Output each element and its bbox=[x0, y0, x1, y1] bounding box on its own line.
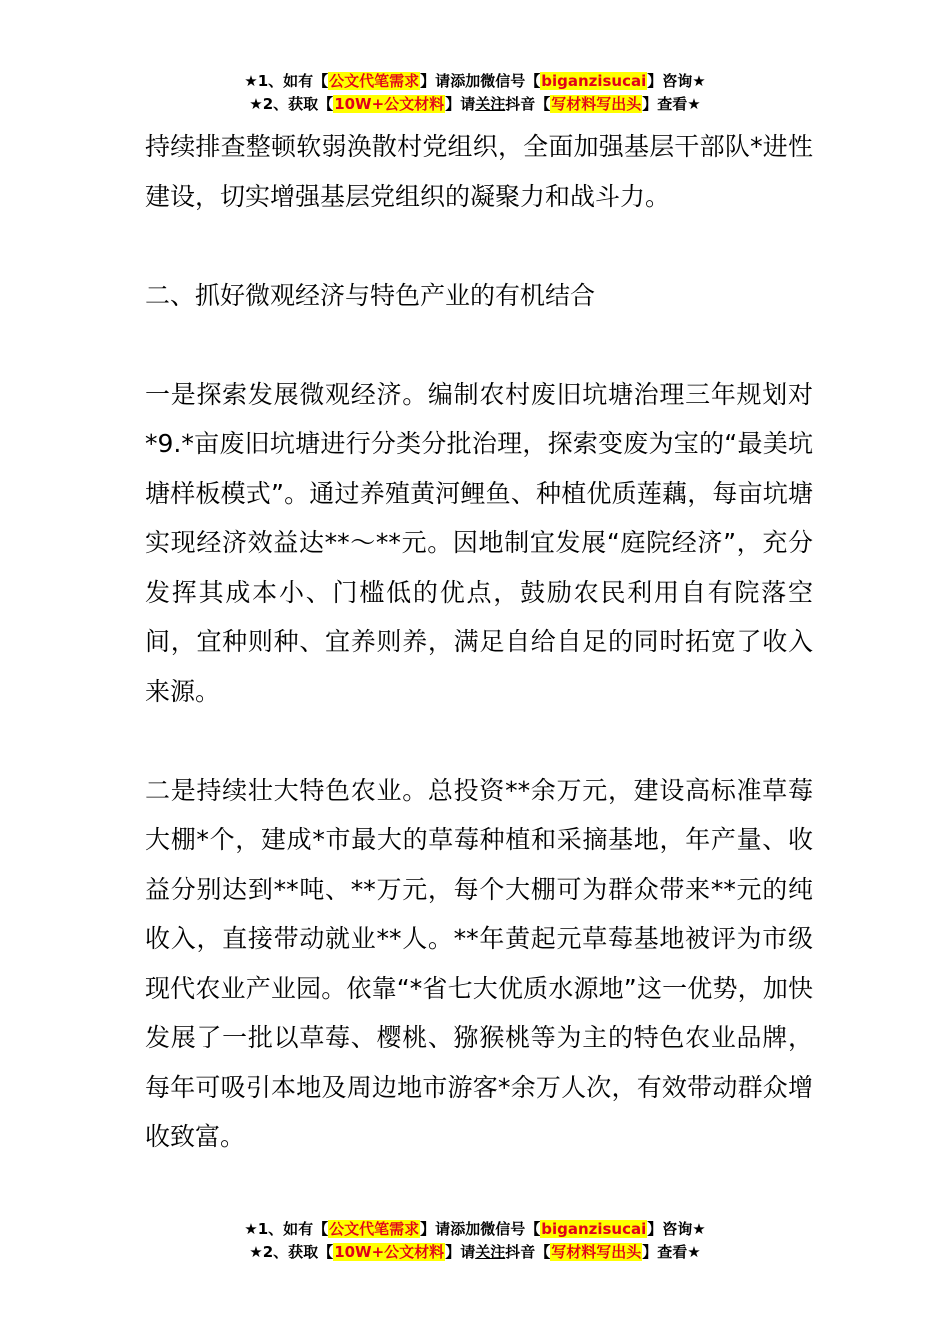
banner-text: 微信号【 bbox=[480, 1220, 541, 1238]
banner-highlight: 写材料写出头 bbox=[551, 95, 642, 113]
paragraph: 二是持续壮大特色农业。总投资**余万元，建设高标准草莓大棚*个，建成*市最大的草莓种植和采摘基地，年产量、收益分别达到**吨、**万元，每个大棚可为群众带来**元的纯收入，直接带动就业**人。**年黄起元草莓基地被评为市级现代农业产业园。依靠“*省七大优质水源地”这一优势，加快发展了一批以草莓、樱桃、猕猴桃等为主的特色农业品牌，每年可吸引本地及周边地市游客*余万人次，有效带动群众增收致富。 bbox=[145, 775, 813, 1151]
banner-text: 】咨询★ bbox=[647, 1220, 706, 1238]
banner-line-1 bbox=[0, 70, 950, 93]
banner-line-1 bbox=[0, 1218, 950, 1241]
paragraph: 一是探索发展微观经济。编制农村废旧坑塘治理三年规划对*9.*亩废旧坑塘进行分类分批治理，探索变废为宝的“最美坑塘样板模式”。通过养殖黄河鲤鱼、种植优质莲藕，每亩坑塘实现经济效益达**～**元。因地制宜发展“庭院经济”，充分发挥其成本小、门槛低的优点，鼓励农民利用自有院落空间，宜种则种、宜养则养，满足自给自足的同时拓宽了收入来源。 bbox=[145, 379, 813, 706]
banner-text: ★1、如有【 bbox=[244, 1220, 329, 1238]
banner-highlight: 写材料写出头 bbox=[551, 1243, 642, 1261]
banner-highlight: 公文代笔需求 bbox=[329, 1220, 420, 1238]
banner-line-2 bbox=[0, 1241, 950, 1264]
header-banner bbox=[0, 70, 950, 116]
banner-text: 抖音【 bbox=[505, 1243, 551, 1261]
banner-text: 】请 bbox=[420, 1220, 451, 1238]
banner-text: ★2、获取【 bbox=[249, 95, 334, 113]
footer-banner bbox=[0, 1218, 950, 1264]
document-body bbox=[145, 122, 813, 1162]
banner-line-2 bbox=[0, 93, 950, 116]
banner-text: ★2、获取【 bbox=[249, 1243, 334, 1261]
banner-emphasis: 关注 bbox=[475, 95, 506, 113]
banner-highlight: 10W+公文材料 bbox=[334, 95, 445, 113]
banner-emphasis: 添加 bbox=[450, 1220, 481, 1238]
banner-highlight: biganzisucai bbox=[541, 1220, 647, 1238]
banner-text: 抖音【 bbox=[505, 95, 551, 113]
banner-text: ★1、如有【 bbox=[244, 72, 329, 90]
banner-emphasis: 添加 bbox=[450, 72, 481, 90]
banner-emphasis: 关注 bbox=[475, 1243, 506, 1261]
banner-text: 】请 bbox=[445, 1243, 476, 1261]
banner-text: 微信号【 bbox=[480, 72, 541, 90]
banner-text: 】咨询★ bbox=[647, 72, 706, 90]
paragraph: 持续排查整顿软弱涣散村党组织，全面加强基层干部队*进性建设，切实增强基层党组织的凝聚力和战斗力。 bbox=[145, 132, 813, 211]
banner-text: 】请 bbox=[445, 95, 476, 113]
banner-highlight: 10W+公文材料 bbox=[334, 1243, 445, 1261]
banner-highlight: biganzisucai bbox=[541, 72, 647, 90]
banner-text: 】查看★ bbox=[642, 1243, 701, 1261]
section-heading: 二、抓好微观经济与特色产业的有机结合 bbox=[145, 280, 596, 310]
banner-text: 】请 bbox=[420, 72, 451, 90]
banner-text: 】查看★ bbox=[642, 95, 701, 113]
banner-highlight: 公文代笔需求 bbox=[329, 72, 420, 90]
